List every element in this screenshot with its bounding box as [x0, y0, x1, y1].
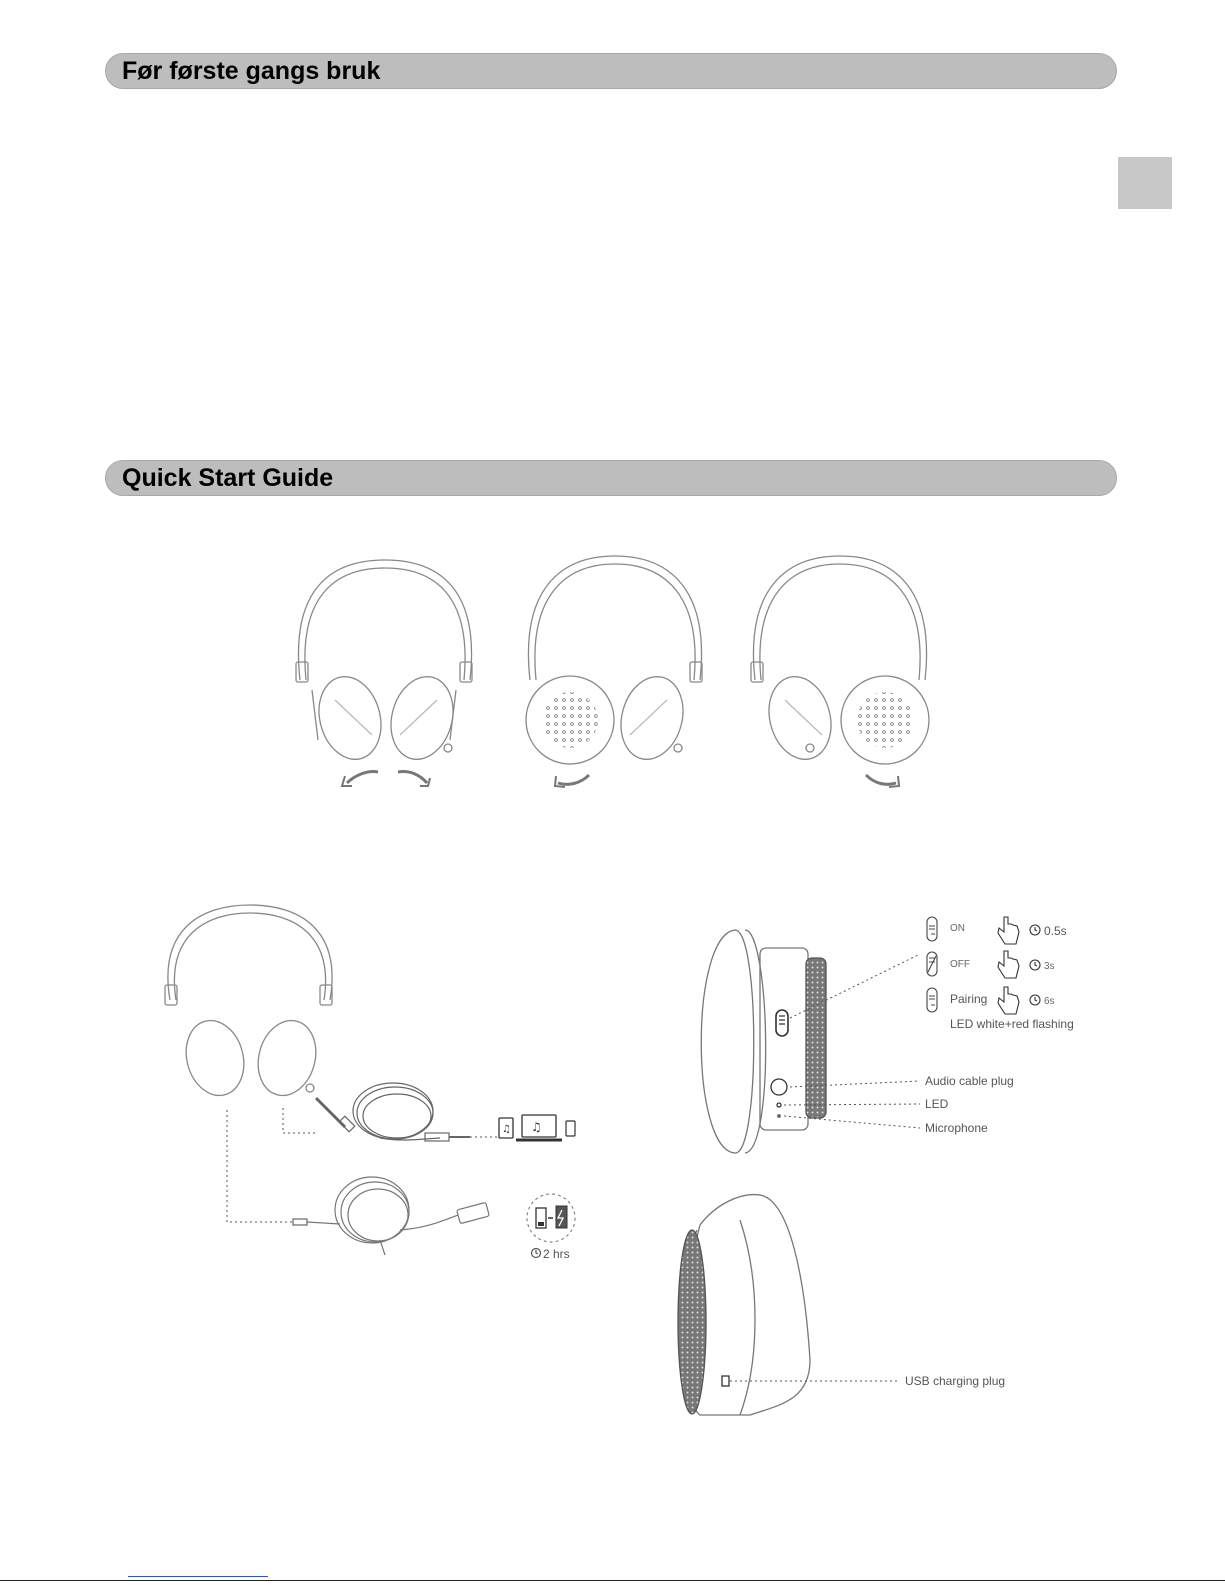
svg-text:♫: ♫	[502, 1124, 511, 1135]
power-switch-icon	[927, 917, 937, 1012]
laptop-icon	[516, 1115, 562, 1140]
leader-lines	[784, 955, 920, 1128]
on-press-time: 0.5s	[1044, 924, 1067, 938]
switch-on-label: ON	[950, 923, 965, 934]
leader-lines	[227, 1108, 318, 1222]
callout-usb-charging-plug: USB charging plug	[905, 1374, 1006, 1388]
svg-text:♫: ♫	[531, 1120, 542, 1134]
tablet-icon	[499, 1118, 513, 1138]
section-title: Før første gangs bruk	[122, 57, 381, 85]
clock-icon	[1030, 925, 1040, 1005]
pairing-press-time: 6s	[1044, 996, 1055, 1007]
callout-microphone: Microphone	[925, 1121, 988, 1135]
hand-press-icon	[998, 917, 1019, 944]
headphones-connection-illustration	[165, 905, 332, 1102]
switch-off-label: OFF	[950, 959, 970, 970]
usb-cable-illustration	[293, 1177, 489, 1255]
callout-led: LED	[925, 1097, 949, 1111]
charging-time: 2 hrs	[543, 1247, 570, 1261]
off-press-time: 3s	[1044, 961, 1055, 972]
earcup-side-illustration	[701, 930, 826, 1153]
section-title: Quick Start Guide	[122, 464, 334, 492]
clock-icon	[532, 1249, 541, 1258]
audio-cable-illustration	[316, 1083, 470, 1141]
headphones-fold-illustration	[526, 556, 702, 787]
footer-rule	[0, 1580, 1225, 1581]
switch-pairing-label: Pairing	[950, 992, 988, 1006]
footer-link-mark	[128, 1576, 268, 1577]
headphones-fold-illustration	[751, 556, 929, 787]
led-flash-note: LED white+red flashing	[950, 1017, 1074, 1031]
headphones-fold-illustration	[296, 560, 472, 786]
battery-charge-icon	[527, 1194, 575, 1242]
callout-audio-cable-plug: Audio cable plug	[925, 1074, 1014, 1088]
hand-press-icon	[998, 951, 1019, 978]
earcup-back-illustration	[678, 1195, 810, 1415]
hand-press-icon	[998, 987, 1019, 1014]
phone-icon	[566, 1121, 575, 1136]
